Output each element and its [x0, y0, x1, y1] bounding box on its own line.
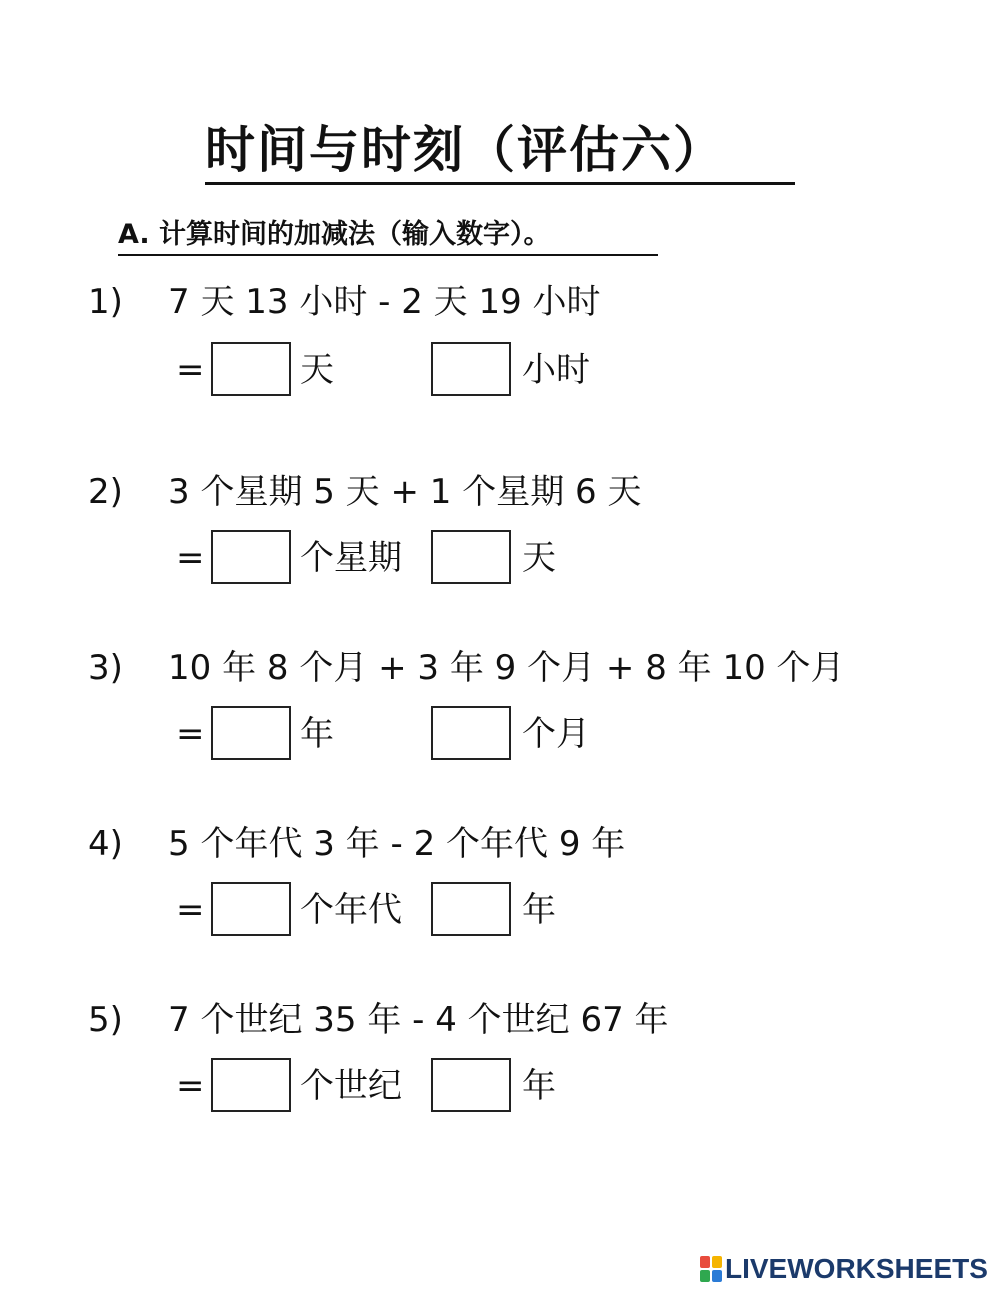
question-expression: 10 年 8 个月 + 3 年 9 个月 + 8 年 10 个月: [168, 648, 845, 688]
logo-text: LIVEWORKSHEETS: [725, 1253, 988, 1284]
question-number: 1): [88, 282, 123, 322]
unit-label: 年: [522, 1066, 556, 1106]
worksheet-title: 时间与时刻（评估六）: [205, 118, 795, 185]
unit-label: 年: [522, 890, 556, 930]
answer-5-box-1[interactable]: [211, 1058, 291, 1112]
equals-sign: =: [176, 350, 205, 390]
unit-label: 个世纪: [300, 1066, 402, 1106]
question-number: 2): [88, 472, 123, 512]
question-5: [88, 998, 669, 1042]
question-number: 3): [88, 648, 123, 688]
answer-2-box-1[interactable]: [211, 530, 291, 584]
unit-label: 小时: [522, 350, 590, 390]
question-expression: 3 个星期 5 天 + 1 个星期 6 天: [168, 472, 642, 512]
answer-3-box-1[interactable]: [211, 706, 291, 760]
section-a-instruction: A. 计算时间的加减法（输入数字）。: [118, 216, 658, 256]
equals-sign: =: [176, 1066, 205, 1106]
equals-sign: =: [176, 890, 205, 930]
answer-4-box-1[interactable]: [211, 882, 291, 936]
liveworksheets-logo-icon: [700, 1256, 722, 1282]
equals-sign: =: [176, 714, 205, 754]
unit-label: 天: [522, 538, 556, 578]
answer-1-box-1[interactable]: [211, 342, 291, 396]
question-expression: 7 天 13 小时 - 2 天 19 小时: [168, 282, 601, 322]
question-expression: 7 个世纪 35 年 - 4 个世纪 67 年: [168, 1000, 669, 1040]
question-3: [88, 646, 845, 690]
equals-sign: =: [176, 538, 205, 578]
question-expression: 5 个年代 3 年 - 2 个年代 9 年: [168, 824, 626, 864]
unit-label: 个月: [522, 714, 590, 754]
answer-4-box-2[interactable]: [431, 882, 511, 936]
question-1: [88, 280, 601, 324]
answer-5-box-2[interactable]: [431, 1058, 511, 1112]
answer-1-box-2[interactable]: [431, 342, 511, 396]
answer-3-box-2[interactable]: [431, 706, 511, 760]
unit-label: 年: [300, 714, 334, 754]
unit-label: 个星期: [300, 538, 402, 578]
question-number: 4): [88, 824, 123, 864]
question-4: [88, 822, 625, 866]
question-2: [88, 470, 641, 514]
question-number: 5): [88, 1000, 123, 1040]
answer-2-box-2[interactable]: [431, 530, 511, 584]
unit-label: 个年代: [300, 890, 402, 930]
unit-label: 天: [300, 350, 334, 390]
